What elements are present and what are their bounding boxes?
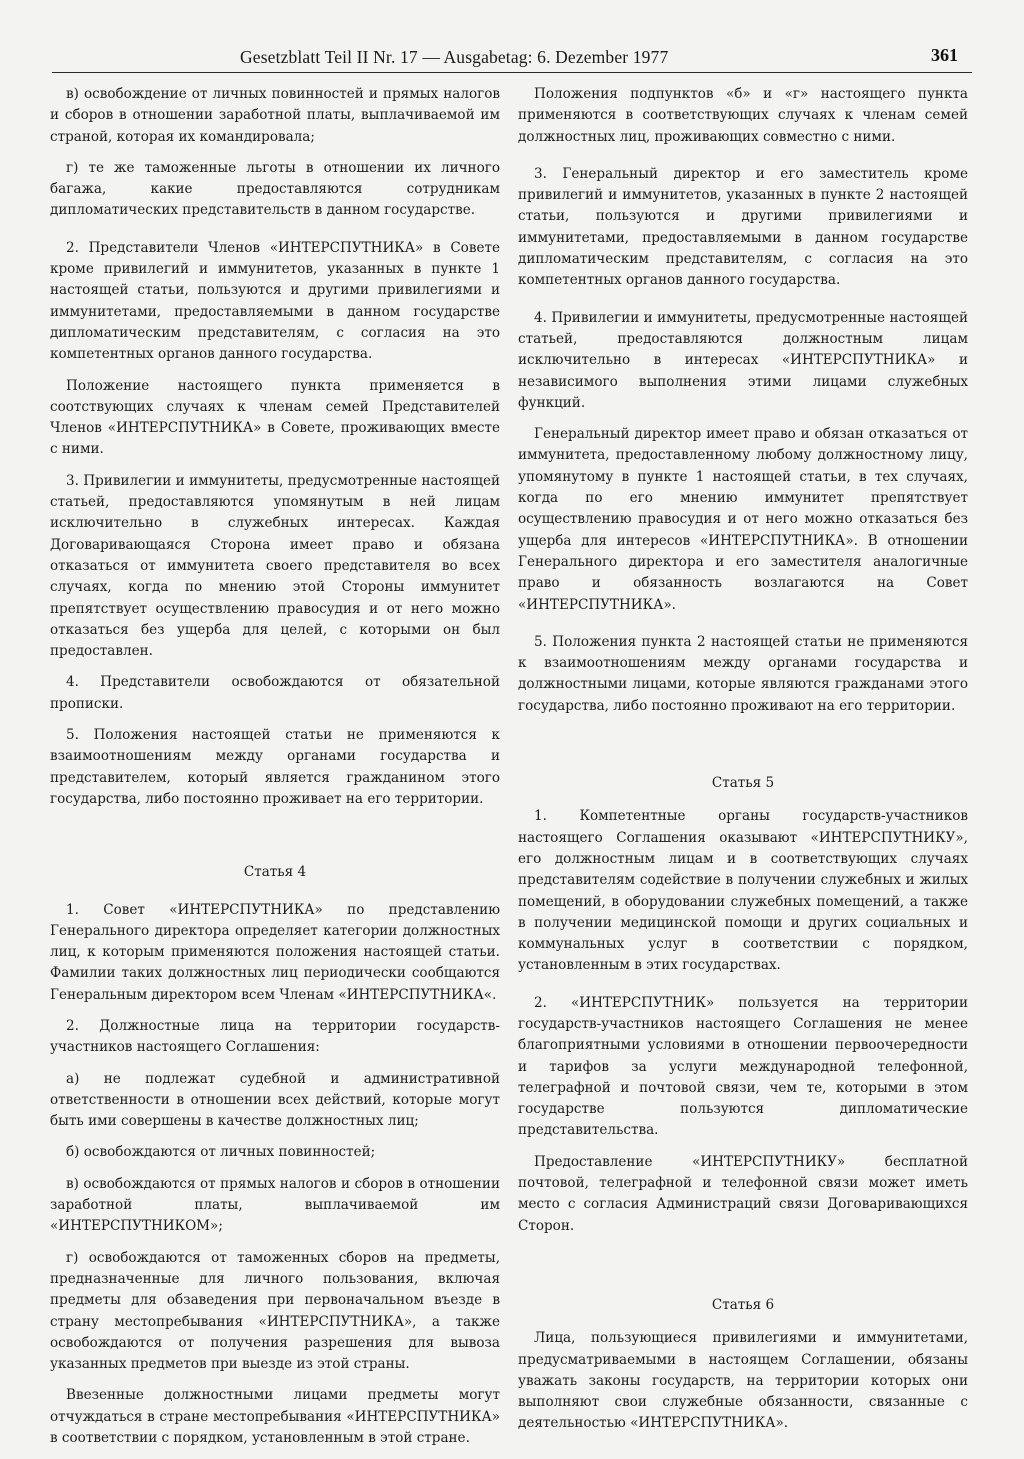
paragraph: Положения подпунктов «б» и «г» настоящего пункта применяются в соответствующих случаях к членам семей должностных лиц, проживающих совместно с ними.	[518, 86, 968, 145]
right-column	[518, 84, 968, 1445]
paragraph: Ввезенные должностными лицами предметы могут отчуждаться в стране местопребывания «ИНТЕРСПУТНИКА» в соответствии с порядком, установленным в этой стране.	[50, 1387, 500, 1447]
paragraph: Предоставление «ИНТЕРСПУТНИКУ» бесплатной почтовой, телеграфной и телефонной связи может иметь место с согласия Администраций связи Договаривающихся Сторон.	[518, 1153, 968, 1234]
header-rule	[52, 72, 972, 73]
paragraph: Положение настоящего пункта применяется в соотствующих случаях к членам семей Представителей Членов «ИНТЕРСПУТНИКА» в Совете, проживающих вместе с ними.	[50, 377, 500, 458]
paragraph: 5. Положения настоящей статьи не применяются к взаимоотношениям между органами государства и представителем, который является гражданином этого государства, либо постоянно проживает на его территории.	[50, 727, 500, 807]
paragraph: Лица, пользующиеся привилегиями и иммунитетами, предусматриваемыми в настоящем Соглашении, обязаны уважать законы государств, на территории которых они выполняют свои служебные обязанности, связанные с деятельностью «ИНТЕРСПУТНИКА».	[518, 1330, 968, 1432]
paragraph: 2. «ИНТЕРСПУТНИК» пользуется на территории государств-участников настоящего Соглашения не менее благоприятными условиями в отношении первоочередности и тарифов за услуги международной телефонной, телеграфной и почтовой связи, чем те, которыми в этом государстве пользуются дипломатические представительства.	[518, 994, 968, 1139]
paragraph: в) освобождаются от прямых налогов и сборов в отношении заработной платы, выплачиваемой им «ИНТЕРСПУТНИКОМ»;	[50, 1175, 500, 1235]
paragraph: а) не подлежат судебной и административной ответственности в отношении всех действий, которые могут быть ими совершены в качестве должностных лиц;	[50, 1070, 500, 1130]
page-number: 361	[931, 45, 958, 65]
article-4-heading: Статья 4	[243, 864, 307, 881]
header-title: Gesetzblatt Teil II Nr. 17 — Ausgabetag: 6. Dezember 1977	[240, 47, 669, 67]
paragraph: г) освобождаются от таможенных сборов на предметы, предназначенные для личного пользования, включая предметы для обзаведения при первоначальном въезде в страну местопребывания «ИНТЕРСПУТНИКА», а также освобождаются от получения разрешения для вывоза указанных предметов при выезде из этой страны.	[50, 1249, 500, 1373]
paragraph: 1. Компетентные органы государств-участников настоящего Соглашения оказывают «ИНТЕРСПУТНИКУ», его должностным лицам и в соответствующих случаях представителям содействие в получении служебных и жилых помещений, в оборудовании служебных помещений, а также в получении медицинской помощи и других социальных и коммунальных услуг в соответствии с порядком, установленным в этих государствах.	[518, 808, 968, 974]
paragraph: 5. Положения пункта 2 настоящей статьи не применяются к взаимоотношениям между органами государства и должностными лицами, которые являются гражданами этого государства, либо постоянно проживают на его территории.	[518, 633, 968, 714]
paragraph: 4. Привилегии и иммунитеты, предусмотренные настоящей статьей, предоставляются должностным лицам исключительно в интересах «ИНТЕРСПУТНИКА» и независимого выполнения этими лицами служебных функций.	[518, 309, 968, 411]
article-5-heading: Статья 5	[711, 775, 775, 792]
paragraph: 4. Представители освобождаются от обязательной прописки.	[50, 674, 500, 712]
paragraph: г) те же таможенные льготы в отношении их личного багажа, какие предоставляются сотрудникам дипломатических представительств в данном государстве.	[50, 159, 500, 219]
paragraph: 2. Должностные лица на территории государств-участников настоящего Соглашения:	[50, 1017, 500, 1056]
left-column	[50, 84, 500, 1459]
paragraph: 2. Представители Членов «ИНТЕРСПУТНИКА» в Совете кроме привилегий и иммунитетов, указанных в пункте 1 настоящей статьи, пользуются и другими привилегиями и иммунитетами, предоставляемыми в данном государстве дипломатическим представителям, с согласия на это компетентных органов данного государства.	[50, 239, 500, 363]
paragraph: 1. Совет «ИНТЕРСПУТНИКА» по представлению Генерального директора определяет категории должностных лиц, к которым применяются положения настоящей статьи. Фамилии таких должностных лиц периодически сообщаются Генеральным директором всем Членам «ИНТЕРСПУТНИКА«.	[50, 901, 500, 1003]
paragraph: в) освобождение от личных повинностей и прямых налогов и сборов в отношении заработной платы, выплачиваемой им страной, которая их командировала;	[50, 86, 500, 145]
paragraph: 3. Привилегии и иммунитеты, предусмотренные настоящей статьей, предоставляются упомянутым в ней лицам исключительно в служебных интересах. Каждая Договаривающаяся Сторона имеет право и обязана отказаться от иммунитета своего представителя во всех случаях, когда по мнению этой Стороны иммунитет препятствует осуществлению правосудия и от него можно отказаться без ущерба для целей, с которыми он был предоставлен.	[50, 472, 500, 660]
article-6-heading: Статья 6	[711, 1296, 775, 1313]
paragraph: Генеральный директор имеет право и обязан отказаться от иммунитета, предоставленному любому должностному лицу, упомянутому в пункте 1 настоящей статьи, в тех случаях, когда по его мнению иммунитет препятствует осуществлению правосудия и от него можно отказаться без ущерба для интересов «ИНТЕРСПУТНИКА». В отношении Генерального директора и его заместителя аналогичные право и обязанность возлагаются на Совет «ИНТЕРСПУТНИКА».	[518, 426, 968, 613]
paragraph: б) освобождаются от личных повинностей;	[66, 1144, 376, 1161]
paragraph: 3. Генеральный директор и его заместитель кроме привилегий и иммунитетов, указанных в пункте 2 настоящей статьи, пользуются и другими привилегиями и иммунитетами, предоставляемыми в данном государстве дипломатическим представителям, с согласия на это компетентных органов данного государства.	[518, 165, 968, 289]
